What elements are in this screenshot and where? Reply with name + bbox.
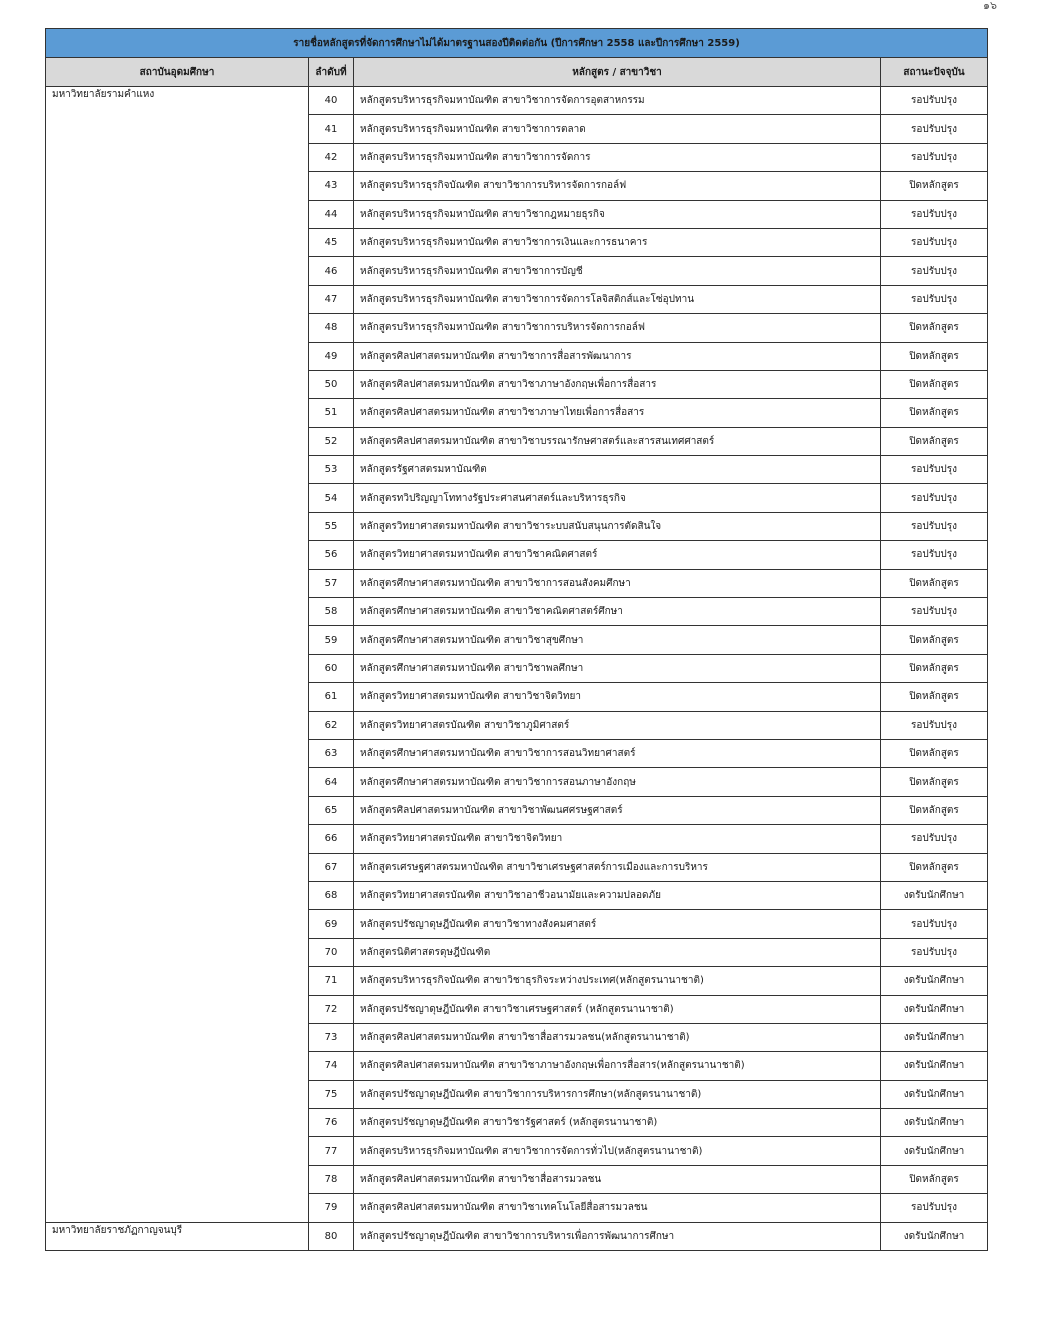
program-cell: หลักสูตรปรัชญาดุษฎีบัณฑิต สาขาวิชารัฐศาสตร์ (หลักสูตรนานาชาติ) [354, 1109, 881, 1137]
number-cell: 58 [309, 598, 354, 626]
program-cell: หลักสูตรปรัชญาดุษฎีบัณฑิต สาขาวิชาทางสังคมศาสตร์ [354, 910, 881, 938]
header-program: หลักสูตร / สาขาวิชา [354, 58, 881, 87]
status-cell: รอปรับปรุง [881, 87, 988, 115]
program-cell: หลักสูตรศิลปศาสตรมหาบัณฑิต สาขาวิชาสื่อสารมวลชน(หลักสูตรนานาชาติ) [354, 1023, 881, 1051]
status-cell: รอปรับปรุง [881, 711, 988, 739]
number-cell: 53 [309, 456, 354, 484]
program-cell: หลักสูตรบริหารธุรกิจมหาบัณฑิต สาขาวิชาการจัดการโลจิสติกส์และโซ่อุปทาน [354, 285, 881, 313]
status-cell: งดรับนักศึกษา [881, 1052, 988, 1080]
number-cell: 72 [309, 995, 354, 1023]
status-cell: รอปรับปรุง [881, 910, 988, 938]
status-cell: งดรับนักศึกษา [881, 967, 988, 995]
status-cell: รอปรับปรุง [881, 257, 988, 285]
status-cell: ปิดหลักสูตร [881, 853, 988, 881]
number-cell: 44 [309, 200, 354, 228]
status-cell: ปิดหลักสูตร [881, 1165, 988, 1193]
program-cell: หลักสูตรบริหารธุรกิจบัณฑิต สาขาวิชาการบริหารจัดการกอล์ฟ [354, 172, 881, 200]
number-cell: 57 [309, 569, 354, 597]
program-cell: หลักสูตรศึกษาศาสตรมหาบัณฑิต สาขาวิชาการสอนภาษาอังกฤษ [354, 768, 881, 796]
header-status: สถานะปัจจุบัน [881, 58, 988, 87]
program-cell: หลักสูตรวิทยาศาสตรบัณฑิต สาขาวิชาจิตวิทยา [354, 825, 881, 853]
number-cell: 55 [309, 512, 354, 540]
number-cell: 61 [309, 683, 354, 711]
number-cell: 68 [309, 881, 354, 909]
number-cell: 73 [309, 1023, 354, 1051]
program-cell: หลักสูตรศึกษาศาสตรมหาบัณฑิต สาขาวิชาการสอนสังคมศึกษา [354, 569, 881, 597]
number-cell: 52 [309, 427, 354, 455]
table-body [46, 87, 988, 1251]
header-institution: สถาบันอุดมศึกษา [46, 58, 309, 87]
program-cell: หลักสูตรศึกษาศาสตรมหาบัณฑิต สาขาวิชาคณิตศาสตร์ศึกษา [354, 598, 881, 626]
number-cell: 54 [309, 484, 354, 512]
number-cell: 67 [309, 853, 354, 881]
number-cell: 49 [309, 342, 354, 370]
number-cell: 75 [309, 1080, 354, 1108]
program-cell: หลักสูตรบริหารธุรกิจมหาบัณฑิต สาขาวิชาการจัดการทั่วไป(หลักสูตรนานาชาติ) [354, 1137, 881, 1165]
program-cell: หลักสูตรเศรษฐศาสตรมหาบัณฑิต สาขาวิชาเศรษฐศาสตร์การเมืองและการบริหาร [354, 853, 881, 881]
program-cell: หลักสูตรศิลปศาสตรมหาบัณฑิต สาขาวิชาพัฒนศศรษฐศาสตร์ [354, 796, 881, 824]
programs-table [45, 28, 988, 1251]
table-title: รายชื่อหลักสูตรที่จัดการศึกษาไม่ได้มาตรฐานสองปีติดต่อกัน (ปีการศึกษา 2558 และปีการศึกษา 2559) [46, 29, 988, 58]
table-row [46, 1222, 988, 1250]
program-cell: หลักสูตรบริหารธุรกิจบัณฑิต สาขาวิชาธุรกิจระหว่างประเทศ(หลักสูตรนานาชาติ) [354, 967, 881, 995]
program-cell: หลักสูตรศิลปศาสตรมหาบัณฑิต สาขาวิชาภาษาอังกฤษเพื่อการสื่อสาร [354, 370, 881, 398]
program-cell: หลักสูตรวิทยาศาสตรมหาบัณฑิต สาขาวิชาคณิตศาสตร์ [354, 541, 881, 569]
number-cell: 42 [309, 143, 354, 171]
program-cell: หลักสูตรทวิปริญญาโททางรัฐประศาสนศาสตร์และบริหารธุรกิจ [354, 484, 881, 512]
status-cell: รอปรับปรุง [881, 541, 988, 569]
number-cell: 70 [309, 938, 354, 966]
number-cell: 71 [309, 967, 354, 995]
status-cell: รอปรับปรุง [881, 1194, 988, 1222]
program-cell: หลักสูตรปรัชญาดุษฎีบัณฑิต สาขาวิชาการบริหารเพื่อการพัฒนาการศึกษา [354, 1222, 881, 1250]
number-cell: 43 [309, 172, 354, 200]
status-cell: งดรับนักศึกษา [881, 1137, 988, 1165]
number-cell: 59 [309, 626, 354, 654]
program-cell: หลักสูตรบริหารธุรกิจมหาบัณฑิต สาขาวิชาการจัดการอุตสาหกรรม [354, 87, 881, 115]
status-cell: งดรับนักศึกษา [881, 1023, 988, 1051]
status-cell: ปิดหลักสูตร [881, 172, 988, 200]
program-cell: หลักสูตรวิทยาศาสตรมหาบัณฑิต สาขาวิชาจิตวิทยา [354, 683, 881, 711]
status-cell: ปิดหลักสูตร [881, 342, 988, 370]
status-cell: งดรับนักศึกษา [881, 881, 988, 909]
number-cell: 74 [309, 1052, 354, 1080]
number-cell: 80 [309, 1222, 354, 1250]
number-cell: 51 [309, 399, 354, 427]
program-cell: หลักสูตรบริหารธุรกิจมหาบัณฑิต สาขาวิชาการบัญชี [354, 257, 881, 285]
number-cell: 78 [309, 1165, 354, 1193]
number-cell: 76 [309, 1109, 354, 1137]
status-cell: รอปรับปรุง [881, 115, 988, 143]
institution-cell: มหาวิทยาลัยรามคำแหง [46, 87, 309, 1223]
header-number: ลำดับที่ [309, 58, 354, 87]
program-cell: หลักสูตรศึกษาศาสตรมหาบัณฑิต สาขาวิชาสุขศึกษา [354, 626, 881, 654]
number-cell: 60 [309, 654, 354, 682]
program-cell: หลักสูตรบริหารธุรกิจมหาบัณฑิต สาขาวิชาการจัดการ [354, 143, 881, 171]
table-banner-row [46, 29, 988, 58]
number-cell: 50 [309, 370, 354, 398]
status-cell: ปิดหลักสูตร [881, 768, 988, 796]
status-cell: ปิดหลักสูตร [881, 626, 988, 654]
program-cell: หลักสูตรศิลปศาสตรมหาบัณฑิต สาขาวิชาภาษาอังกฤษเพื่อการสื่อสาร(หลักสูตรนานาชาติ) [354, 1052, 881, 1080]
status-cell: รอปรับปรุง [881, 938, 988, 966]
status-cell: รอปรับปรุง [881, 200, 988, 228]
program-cell: หลักสูตรปรัชญาดุษฎีบัณฑิต สาขาวิชาการบริหารการศึกษา(หลักสูตรนานาชาติ) [354, 1080, 881, 1108]
number-cell: 66 [309, 825, 354, 853]
number-cell: 79 [309, 1194, 354, 1222]
program-cell: หลักสูตรวิทยาศาสตรมหาบัณฑิต สาขาวิชาระบบสนับสนุนการตัดสินใจ [354, 512, 881, 540]
institution-cell: มหาวิทยาลัยราชภัฏกาญจนบุรี [46, 1222, 309, 1250]
program-cell: หลักสูตรวิทยาศาสตรบัณฑิต สาขาวิชาภูมิศาสตร์ [354, 711, 881, 739]
number-cell: 62 [309, 711, 354, 739]
status-cell: ปิดหลักสูตร [881, 683, 988, 711]
number-cell: 41 [309, 115, 354, 143]
status-cell: รอปรับปรุง [881, 228, 988, 256]
page-number: ๑๖ [983, 0, 997, 12]
status-cell: ปิดหลักสูตร [881, 370, 988, 398]
status-cell: รอปรับปรุง [881, 825, 988, 853]
program-cell: หลักสูตรนิติศาสตรดุษฎีบัณฑิต [354, 938, 881, 966]
status-cell: ปิดหลักสูตร [881, 314, 988, 342]
program-cell: หลักสูตรศิลปศาสตรมหาบัณฑิต สาขาวิชาภาษาไทยเพื่อการสื่อสาร [354, 399, 881, 427]
status-cell: รอปรับปรุง [881, 143, 988, 171]
status-cell: รอปรับปรุง [881, 285, 988, 313]
number-cell: 56 [309, 541, 354, 569]
program-cell: หลักสูตรปรัชญาดุษฎีบัณฑิต สาขาวิชาเศรษฐศาสตร์ (หลักสูตรนานาชาติ) [354, 995, 881, 1023]
status-cell: ปิดหลักสูตร [881, 569, 988, 597]
status-cell: ปิดหลักสูตร [881, 739, 988, 767]
program-cell: หลักสูตรบริหารธุรกิจมหาบัณฑิต สาขาวิชาการตลาด [354, 115, 881, 143]
status-cell: งดรับนักศึกษา [881, 1080, 988, 1108]
program-cell: หลักสูตรบริหารธุรกิจมหาบัณฑิต สาขาวิชากฎหมายธุรกิจ [354, 200, 881, 228]
number-cell: 46 [309, 257, 354, 285]
number-cell: 45 [309, 228, 354, 256]
program-cell: หลักสูตรศิลปศาสตรมหาบัณฑิต สาขาวิชาบรรณารักษศาสตร์และสารสนเทศศาสตร์ [354, 427, 881, 455]
number-cell: 77 [309, 1137, 354, 1165]
number-cell: 65 [309, 796, 354, 824]
status-cell: ปิดหลักสูตร [881, 427, 988, 455]
status-cell: งดรับนักศึกษา [881, 995, 988, 1023]
status-cell: รอปรับปรุง [881, 512, 988, 540]
program-cell: หลักสูตรศิลปศาสตรมหาบัณฑิต สาขาวิชาสื่อสารมวลชน [354, 1165, 881, 1193]
program-cell: หลักสูตรศิลปศาสตรมหาบัณฑิต สาขาวิชาการสื่อสารพัฒนาการ [354, 342, 881, 370]
number-cell: 63 [309, 739, 354, 767]
program-cell: หลักสูตรรัฐศาสตรมหาบัณฑิต [354, 456, 881, 484]
number-cell: 64 [309, 768, 354, 796]
program-cell: หลักสูตรวิทยาศาสตรบัณฑิต สาขาวิชาอาชีวอนามัยและความปลอดภัย [354, 881, 881, 909]
status-cell: รอปรับปรุง [881, 456, 988, 484]
number-cell: 40 [309, 87, 354, 115]
status-cell: งดรับนักศึกษา [881, 1109, 988, 1137]
status-cell: ปิดหลักสูตร [881, 399, 988, 427]
program-cell: หลักสูตรศึกษาศาสตรมหาบัณฑิต สาขาวิชาพลศึกษา [354, 654, 881, 682]
status-cell: รอปรับปรุง [881, 598, 988, 626]
number-cell: 48 [309, 314, 354, 342]
number-cell: 69 [309, 910, 354, 938]
number-cell: 47 [309, 285, 354, 313]
program-cell: หลักสูตรบริหารธุรกิจมหาบัณฑิต สาขาวิชาการบริหารจัดการกอล์ฟ [354, 314, 881, 342]
program-cell: หลักสูตรศิลปศาสตรมหาบัณฑิต สาขาวิชาเทคโนโลยีสื่อสารมวลชน [354, 1194, 881, 1222]
program-cell: หลักสูตรศึกษาศาสตรมหาบัณฑิต สาขาวิชาการสอนวิทยาศาสตร์ [354, 739, 881, 767]
status-cell: ปิดหลักสูตร [881, 796, 988, 824]
status-cell: ปิดหลักสูตร [881, 654, 988, 682]
table-row [46, 87, 988, 115]
table-header-row [46, 58, 988, 87]
status-cell: รอปรับปรุง [881, 484, 988, 512]
status-cell: งดรับนักศึกษา [881, 1222, 988, 1250]
program-cell: หลักสูตรบริหารธุรกิจมหาบัณฑิต สาขาวิชาการเงินและการธนาคาร [354, 228, 881, 256]
